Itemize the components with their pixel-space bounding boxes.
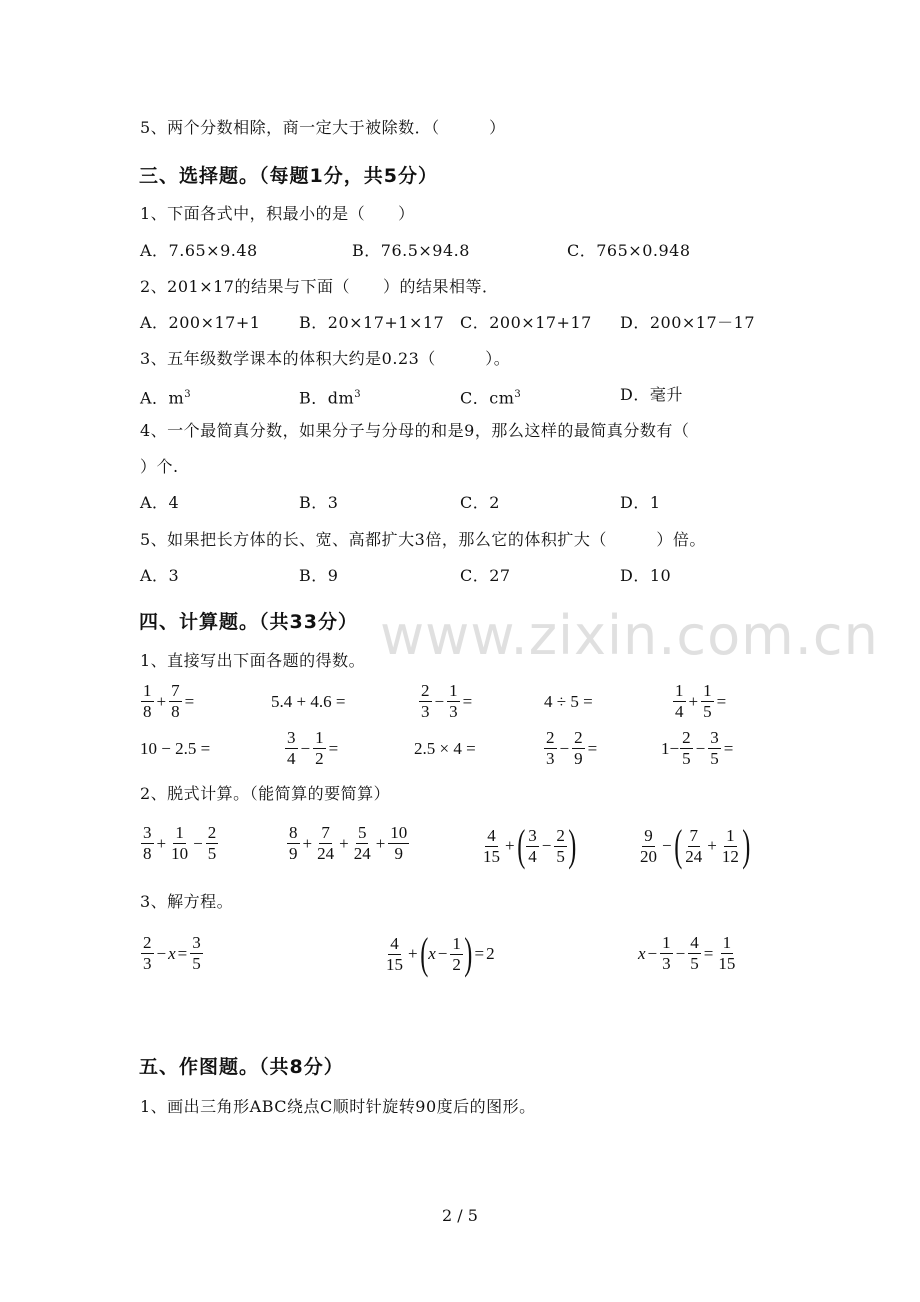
choice-q2-option-b: B．20×17+1×17 (299, 313, 445, 332)
choice-q1-option-a: A．7.65×9.48 (140, 241, 258, 260)
section-4-title: 四、计算题。（共33分） (139, 611, 358, 633)
drawing-q1: 1、画出三角形ABC绕点C顺时针旋转90度后的图形。 (140, 1097, 536, 1116)
choice-q3-option-d: D．毫升 (620, 385, 683, 404)
stepcalc-expr-4: $\frac{9}{20}$ − ( $\frac{7}{24}$ + $\frac{1}{12}$ ) (640, 821, 751, 870)
section-5-title: 五、作图题。（共8分） (139, 1056, 344, 1078)
choice-q2-option-a: A．200×17+1 (140, 313, 261, 332)
choice-q3-option-b: B．$dm^3$ (299, 388, 362, 408)
choice-q1-option-c: C．765×0.948 (567, 241, 691, 260)
stepcalc-expr-1: $\frac{3}{8}$ + $\frac{1}{10}$ − $\frac{2}{5}$ (143, 823, 217, 863)
choice-q2-option-d: D．200×17－17 (620, 313, 755, 332)
equation-1: $\frac{2}{3}$ − x = $\frac{3}{5}$ (143, 933, 201, 973)
calc-sub2-title: 2、脱式计算。（能简算的要简算） (140, 784, 391, 803)
judgement-question-5: 5、两个分数相除，商一定大于被除数．（ ） (140, 118, 506, 137)
equation-3: x − $\frac{1}{3}$ − $\frac{4}{5}$ = $\frac{1}{15}$ (638, 933, 736, 973)
calc-expr-6: 10 − 2.5 = (140, 739, 211, 758)
choice-q4-option-b: B．3 (299, 493, 339, 512)
calc-expr-4: 4 ÷ 5 = (544, 692, 593, 711)
choice-q3-option-a: A．$m^3$ (140, 388, 192, 408)
calc-expr-2: 5.4 + 4.6 = (271, 692, 346, 711)
equation-2: $\frac{4}{15}$ + ( x − $\frac{1}{2}$ ) = 2 (386, 929, 495, 978)
choice-q5-stem: 5、如果把长方体的长、宽、高都扩大3倍，那么它的体积扩大（ ）倍。 (140, 530, 706, 549)
calc-expr-3: $\frac{2}{3}$ − $\frac{1}{3}$ = (421, 681, 473, 721)
choice-q4-option-d: D．1 (620, 493, 661, 512)
choice-q4-option-c: C．2 (460, 493, 500, 512)
section-3-title: 三、选择题。（每题1分，共5分） (139, 165, 438, 187)
calc-sub1-title: 1、直接写出下面各题的得数。 (140, 651, 366, 670)
calc-expr-5: $\frac{1}{4}$ + $\frac{1}{5}$ = (675, 681, 727, 721)
choice-q3-stem: 3、五年级数学课本的体积大约是0.23（ ）。 (140, 349, 511, 368)
choice-q5-option-b: B．9 (299, 566, 339, 585)
calc-expr-10: 1− $\frac{2}{5}$ − $\frac{3}{5}$ = (661, 728, 734, 768)
choice-q5-option-d: D．10 (620, 566, 672, 585)
choice-q2-option-c: C．200×17+17 (460, 313, 592, 332)
choice-q1-option-b: B．76.5×94.8 (352, 241, 470, 260)
choice-q2-stem: 2、201×17的结果与下面（ ）的结果相等． (140, 277, 499, 296)
choice-q4-stem-line2: ）个. (140, 457, 179, 476)
choice-q1-stem: 1、下面各式中，积最小的是（ ） (140, 204, 415, 223)
calc-expr-7: $\frac{3}{4}$ − $\frac{1}{2}$ = (287, 728, 339, 768)
choice-q5-option-a: A．3 (140, 566, 180, 585)
calc-sub3-title: 3、解方程。 (140, 892, 234, 911)
calc-expr-8: 2.5 × 4 = (414, 739, 476, 758)
watermark: www.zixin.com.cn (380, 604, 879, 667)
stepcalc-expr-2: $\frac{8}{9}$ + $\frac{7}{24}$ + $\frac{5}{24}$ + $\frac{10}{9}$ (289, 823, 408, 863)
choice-q4-option-a: A．4 (140, 493, 180, 512)
page-number: 2 / 5 (442, 1206, 478, 1225)
calc-expr-9: $\frac{2}{3}$ − $\frac{2}{9}$ = (546, 728, 598, 768)
choice-q3-option-c: C．$cm^3$ (460, 388, 522, 408)
choice-q5-option-c: C．27 (460, 566, 511, 585)
calc-expr-1: $\frac{1}{8}$ + $\frac{7}{8}$ = (143, 681, 195, 721)
choice-q4-stem-line1: 4、一个最简真分数，如果分子与分母的和是9，那么这样的最简真分数有（ (140, 421, 690, 440)
stepcalc-expr-3: $\frac{4}{15}$ + ( $\frac{3}{4}$ − $\frac{2}{5}$ ) (483, 821, 577, 870)
